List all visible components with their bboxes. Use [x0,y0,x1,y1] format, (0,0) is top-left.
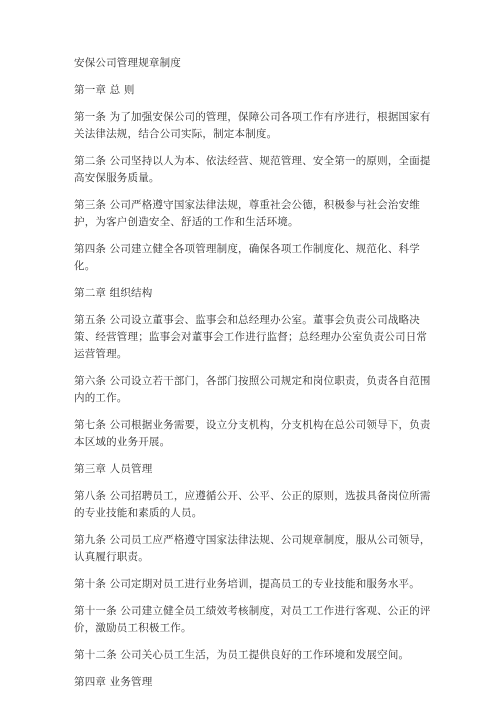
chapter-heading: 第四章 业务管理 [74,676,153,688]
chapter-heading: 第二章 组织结构 [74,287,153,299]
article-paragraph: 第二条 公司坚持以人为本、依法经营、规范管理、安全第一的原则，全面提高安保服务质量。 [74,155,431,184]
article-paragraph: 第六条 公司设立若干部门，各部门按照公司规定和岗位职责，负责各自范围内的工作。 [74,375,431,404]
article-paragraph: 第七条 公司根据业务需要，设立分支机构，分支机构在总公司领导下，负责本区域的业务开展。 [74,419,431,448]
chapter-heading: 第三章 人员管理 [74,463,153,475]
article-paragraph: 第五条 公司设立董事会、监事会和总经理办公室。董事会负责公司战略决策、经营管理；监事会对董事会工作进行监督；总经理办公室负责公司日常运营管理。 [74,314,428,360]
article-paragraph: 第十二条 公司关心员工生活，为员工提供良好的工作环境和发展空间。 [74,649,410,661]
article-paragraph: 第三条 公司严格遵守国家法律法规，尊重社会公德，积极参与社会治安维护，为客户创造安全、舒适的工作和生活环境。 [74,199,420,228]
article-paragraph: 第十条 公司定期对员工进行业务培训，提高员工的专业技能和服务水平。 [74,578,420,590]
chapter-heading: 第一章 总 则 [74,84,135,96]
article-paragraph: 第十一条 公司建立健全员工绩效考核制度，对员工工作进行客观、公正的评价，激励员工积极工作。 [74,605,431,634]
article-paragraph: 第八条 公司招聘员工，应遵循公开、公平、公正的原则，选拔具备岗位所需的专业技能和素质的人员。 [74,490,431,519]
article-paragraph: 第四条 公司建立健全各项管理制度，确保各项工作制度化、规范化、科学化。 [74,243,420,272]
article-paragraph: 第一条 为了加强安保公司的管理，保障公司各项工作有序进行，根据国家有关法律法规，结合公司实际，制定本制度。 [74,111,431,140]
document-title: 安保公司管理规章制度 [74,57,181,69]
article-paragraph: 第九条 公司员工应严格遵守国家法律法规、公司规章制度，服从公司领导，认真履行职责。 [74,534,431,563]
document-page [74,55,434,701]
